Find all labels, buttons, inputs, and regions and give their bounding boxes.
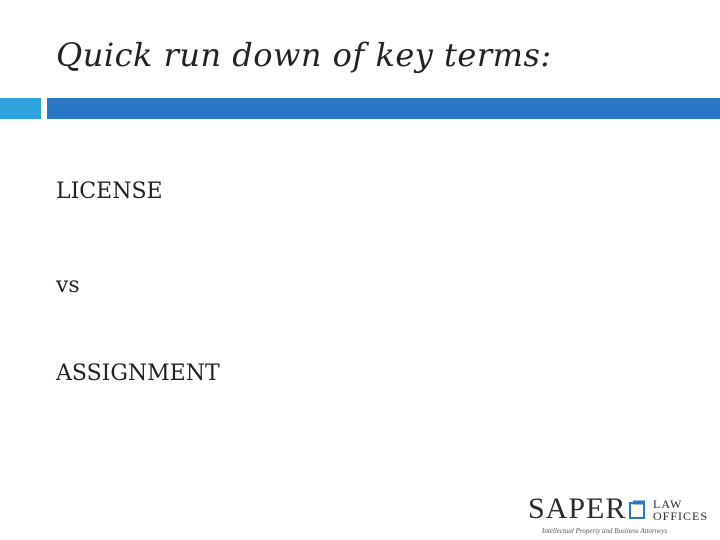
term-assignment: ASSIGNMENT xyxy=(56,361,220,386)
saper-law-offices-logo xyxy=(528,494,716,536)
term-license: LICENSE xyxy=(56,179,163,204)
logo-wordmark: SAPER xyxy=(528,492,627,525)
logo-tagline: Intellectual Property and Business Attorneys xyxy=(542,527,668,535)
slide-title: Quick run down of key terms: xyxy=(56,36,552,74)
title-accent-bar-right xyxy=(47,98,720,119)
title-accent-bar-left xyxy=(0,98,41,119)
logo-law: LAW xyxy=(653,497,683,511)
logo-offices: OFFICES xyxy=(653,509,709,523)
term-vs: vs xyxy=(56,273,80,298)
logo-emblem-icon xyxy=(629,500,646,519)
